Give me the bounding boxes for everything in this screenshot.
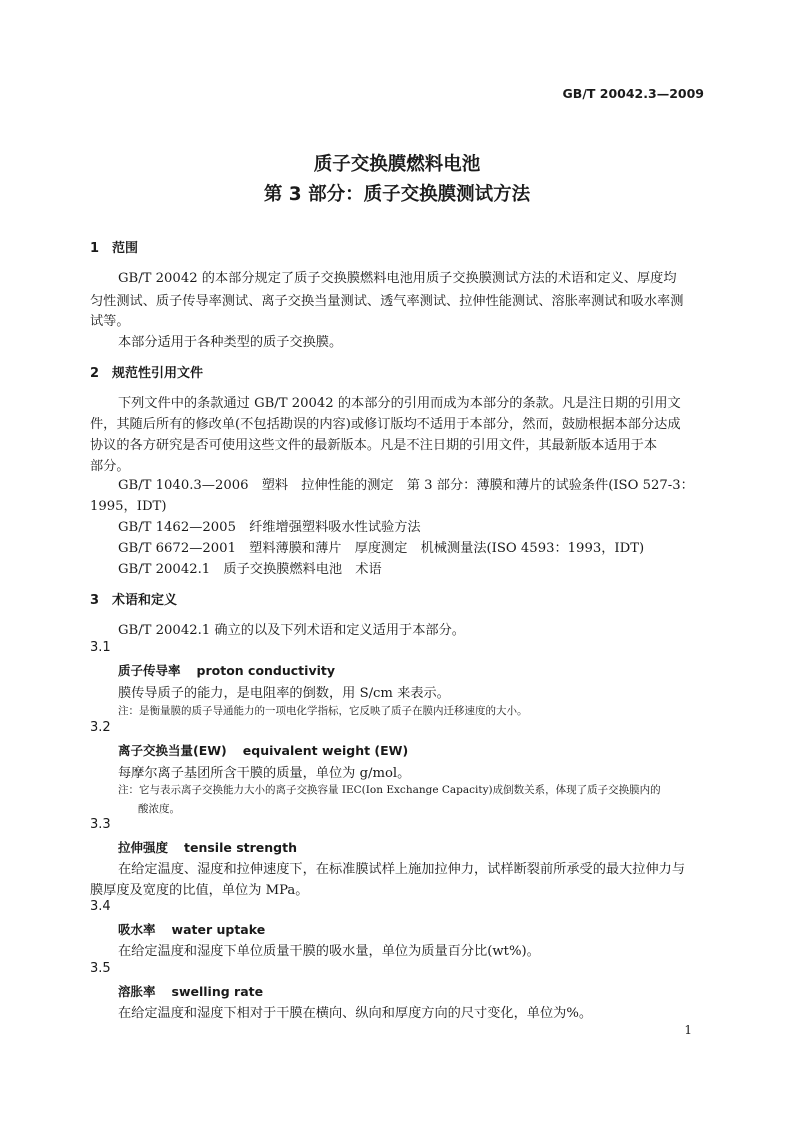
paragraph-line: 匀性测试、质子传导率测试、离子交换当量测试、透气率测试、拉伸性能测试、溶胀率测试和吸水率测 <box>90 294 684 309</box>
section-1-heading <box>90 237 138 256</box>
term-heading <box>118 982 263 1000</box>
term-heading <box>118 838 297 856</box>
term-zh: 溶胀率 <box>118 984 156 999</box>
term-definition: 膜厚度及宽度的比值，单位为 MPa。 <box>90 883 309 898</box>
term-heading <box>118 741 408 759</box>
section-number: 2 <box>90 366 100 381</box>
term-zh: 离子交换当量(EW) <box>118 743 227 758</box>
term-en: tensile strength <box>184 840 297 855</box>
term-definition: 在给定温度和湿度下相对于干膜在横向、纵向和厚度方向的尺寸变化，单位为%。 <box>118 1006 593 1021</box>
reference-item: GB/T 20042.1 质子交换膜燃料电池 术语 <box>118 562 382 577</box>
reference-item: 1995，IDT) <box>90 499 167 514</box>
term-number: 3.3 <box>90 817 111 832</box>
section-number: 1 <box>90 241 100 256</box>
reference-item: GB/T 6672—2001 塑料薄膜和薄片 厚度测定 机械测量法(ISO 4593：1993，IDT) <box>118 541 645 556</box>
term-definition: 膜传导质子的能力，是电阻率的倒数，用 S/cm 来表示。 <box>118 686 450 701</box>
paragraph-line: 协议的各方研究是否可使用这些文件的最新版本。凡是不注日期的引用文件，其最新版本适用于本 <box>90 438 658 453</box>
reference-item: GB/T 1462—2005 纤维增强塑料吸水性试验方法 <box>118 520 421 535</box>
term-number: 3.1 <box>90 640 111 655</box>
paragraph-line: 件，其随后所有的修改单(不包括勘误的内容)或修订版均不适用于本部分，然而，鼓励根据本部分达成 <box>90 417 681 432</box>
term-en: proton conductivity <box>196 663 335 678</box>
term-en: equivalent weight (EW) <box>242 743 409 758</box>
term-zh: 拉伸强度 <box>118 840 169 855</box>
document-title-line1: 质子交换膜燃料电池 <box>313 154 481 175</box>
section-title: 术语和定义 <box>112 593 178 608</box>
section-2-heading <box>90 362 203 381</box>
section-number: 3 <box>90 593 100 608</box>
term-number: 3.2 <box>90 720 111 735</box>
term-heading <box>118 920 265 938</box>
term-number: 3.4 <box>90 899 111 914</box>
term-definition: 在给定温度和湿度下单位质量干膜的吸水量，单位为质量百分比(wt%)。 <box>118 944 540 959</box>
paragraph-line: 试等。 <box>90 314 130 329</box>
document-title-line2: 第 3 部分：质子交换膜测试方法 <box>263 184 531 205</box>
reference-item: GB/T 1040.3—2006 塑料 拉伸性能的测定 第 3 部分：薄膜和薄片的试验条件(ISO 527-3： <box>118 478 694 493</box>
paragraph-line: 部分。 <box>90 459 130 474</box>
term-note: 注：是衡量膜的质子导通能力的一项电化学指标，它反映了质子在膜内迁移速度的大小。 <box>118 705 528 717</box>
term-note: 酸浓度。 <box>138 803 180 815</box>
section-title: 范围 <box>112 241 139 256</box>
term-note: 注：它与表示离子交换能力大小的离子交换容量 IEC(Ion Exchange Capacity)成倒数关系，体现了质子交换膜内的 <box>118 784 661 796</box>
term-zh: 吸水率 <box>118 922 156 937</box>
paragraph-line: GB/T 20042.1 确立的以及下列术语和定义适用于本部分。 <box>118 623 465 638</box>
section-title: 规范性引用文件 <box>112 366 204 381</box>
paragraph-line: 本部分适用于各种类型的质子交换膜。 <box>118 335 343 350</box>
term-definition: 在给定温度、湿度和拉伸速度下，在标准膜试样上施加拉伸力，试样断裂前所承受的最大拉伸力与 <box>118 862 686 877</box>
term-en: water uptake <box>171 922 266 937</box>
term-number: 3.5 <box>90 961 111 976</box>
paragraph-line: 下列文件中的条款通过 GB/T 20042 的本部分的引用而成为本部分的条款。凡是注日期的引用文 <box>118 396 681 411</box>
term-definition: 每摩尔离子基团所含干膜的质量，单位为 g/mol。 <box>118 766 411 781</box>
term-heading <box>118 661 335 679</box>
section-3-heading <box>90 589 177 608</box>
page-number: 1 <box>684 1023 692 1037</box>
standard-id: GB/T 20042.3—2009 <box>562 86 704 101</box>
term-en: swelling rate <box>171 984 264 999</box>
paragraph-line: GB/T 20042 的本部分规定了质子交换膜燃料电池用质子交换膜测试方法的术语和定义、厚度均 <box>118 271 677 286</box>
term-zh: 质子传导率 <box>118 663 181 678</box>
